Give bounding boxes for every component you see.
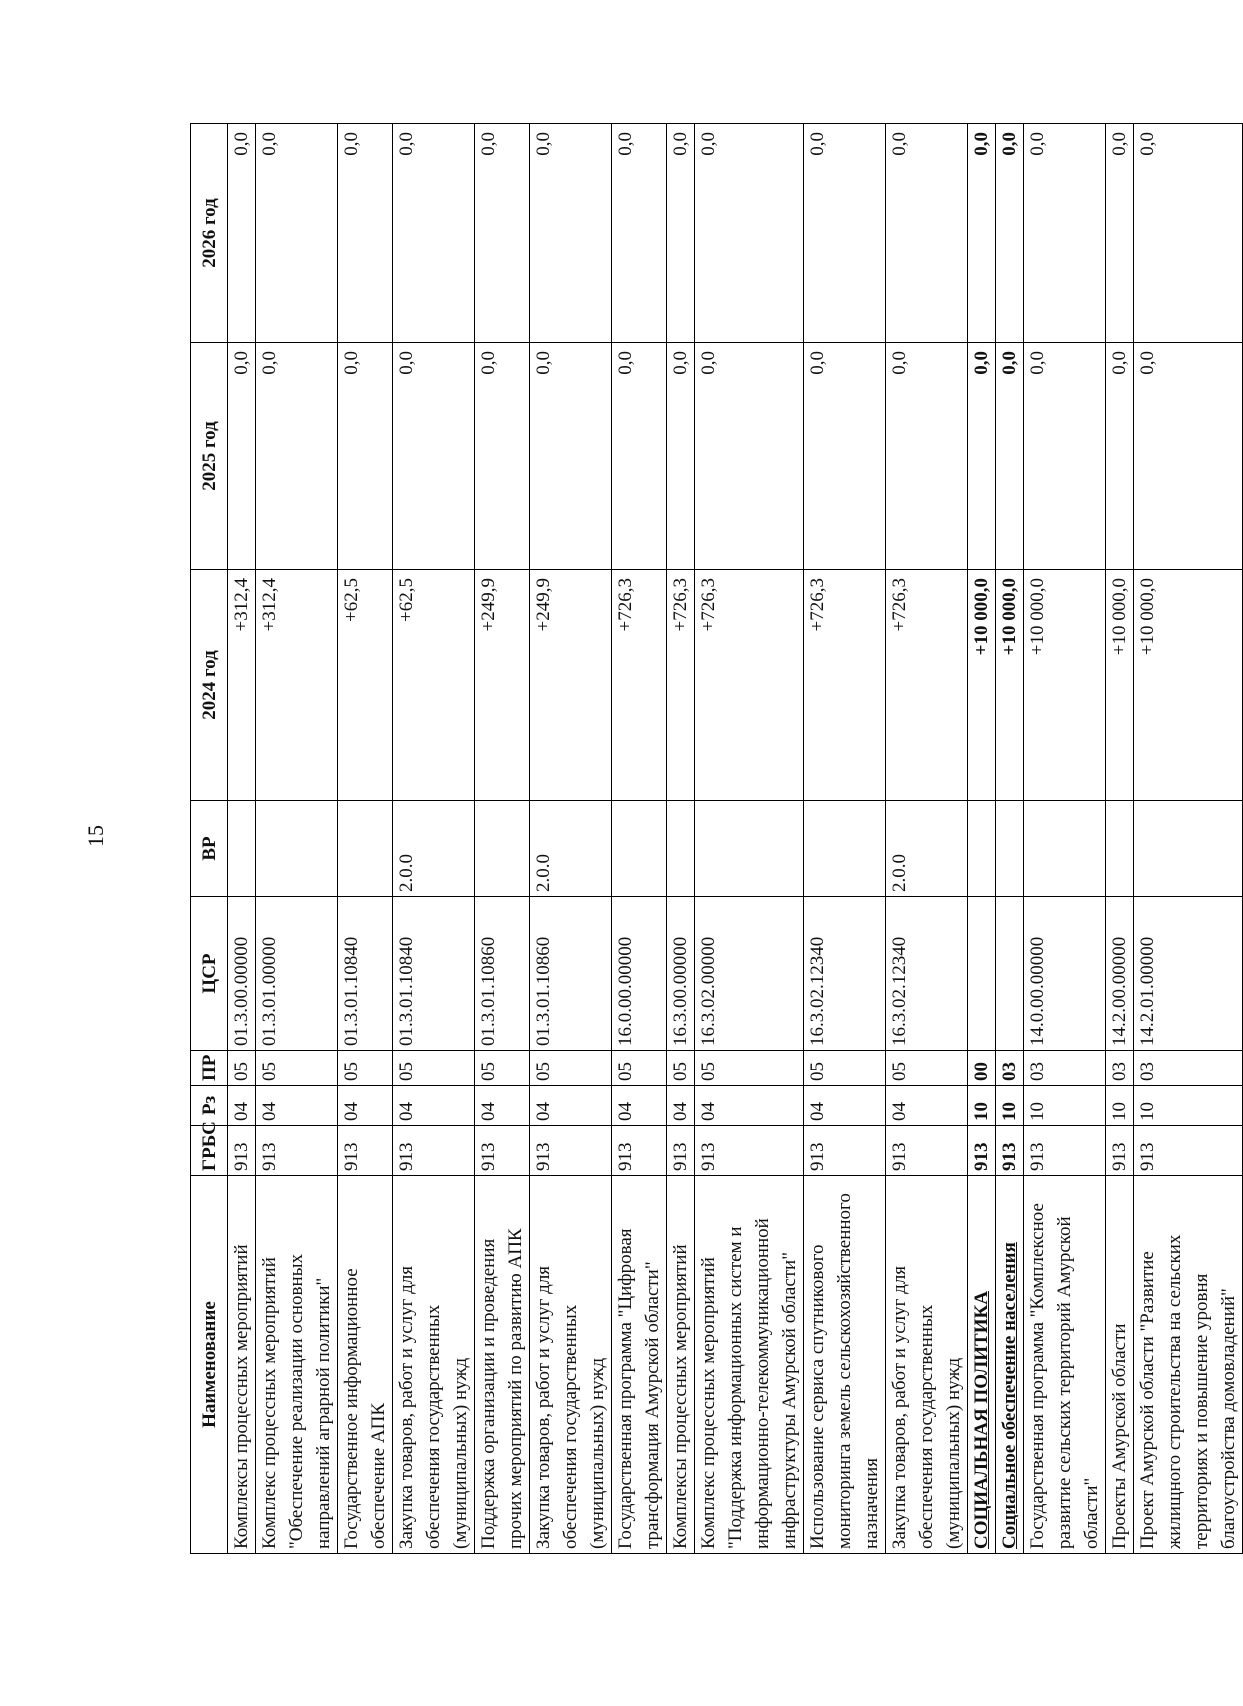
- row-vr: [256, 801, 338, 897]
- row-2026: 0,0: [393, 124, 475, 343]
- budget-table: [190, 123, 1243, 1554]
- header-grbs: ГРБС: [191, 1126, 228, 1176]
- row-2024: +726,3: [667, 570, 695, 801]
- row-pr: 05: [475, 1051, 530, 1086]
- row-rz: 04: [804, 1086, 886, 1126]
- row-name: Закупка товаров, работ и услуг для обеспечения государственных (муниципальных) нужд: [393, 1176, 475, 1554]
- table-row: [256, 124, 338, 1554]
- row-2026: 0,0: [804, 124, 886, 343]
- table-row: [530, 124, 612, 1554]
- row-rz: 10: [1106, 1086, 1134, 1126]
- row-grbs: 913: [886, 1126, 968, 1176]
- table-row: [695, 124, 804, 1554]
- row-2025: 0,0: [804, 343, 886, 570]
- row-name: Использование сервиса спутникового мониторинга земель сельскохозяйственного назначения: [804, 1176, 886, 1554]
- row-csr: 01.3.01.10860: [530, 897, 612, 1051]
- row-2025: 0,0: [695, 343, 804, 570]
- row-pr: 03: [1106, 1051, 1134, 1086]
- table-row: [667, 124, 695, 1554]
- row-rz: 10: [1024, 1086, 1106, 1126]
- row-rz: 04: [256, 1086, 338, 1126]
- row-grbs: 913: [530, 1126, 612, 1176]
- table-row: [475, 124, 530, 1554]
- table-row: [804, 124, 886, 1554]
- row-2025: 0,0: [228, 343, 256, 570]
- row-2026: 0,0: [968, 124, 996, 343]
- row-name: Государственная программа "Комплексное развитие сельских территорий Амурской области": [1024, 1176, 1106, 1554]
- row-vr: 2.0.0: [886, 801, 968, 897]
- row-2025: 0,0: [968, 343, 996, 570]
- row-2024: +726,3: [804, 570, 886, 801]
- row-vr: [996, 801, 1024, 897]
- table-row: [1134, 124, 1243, 1554]
- row-2026: 0,0: [1134, 124, 1243, 343]
- header-pr: ПР: [191, 1051, 228, 1086]
- row-csr: [996, 897, 1024, 1051]
- row-2025: 0,0: [475, 343, 530, 570]
- row-pr: 03: [1024, 1051, 1106, 1086]
- row-2026: 0,0: [256, 124, 338, 343]
- row-rz: 04: [393, 1086, 475, 1126]
- row-csr: 01.3.01.00000: [256, 897, 338, 1051]
- header-2025: 2025 год: [191, 343, 228, 570]
- row-2024: +726,3: [695, 570, 804, 801]
- row-2026: 0,0: [886, 124, 968, 343]
- row-pr: 03: [1134, 1051, 1243, 1086]
- row-csr: 14.0.00.00000: [1024, 897, 1106, 1051]
- row-2024: +249,9: [475, 570, 530, 801]
- row-csr: 01.3.01.10840: [338, 897, 393, 1051]
- row-csr: [968, 897, 996, 1051]
- row-name: Проект Амурской области "Развитие жилищного строительства на сельских территориях и повышение уровня благоустройства домовладений": [1134, 1176, 1243, 1554]
- row-2025: 0,0: [667, 343, 695, 570]
- row-vr: [228, 801, 256, 897]
- row-grbs: 913: [996, 1126, 1024, 1176]
- table-row: [968, 124, 996, 1554]
- table-row: [1106, 124, 1134, 1554]
- row-pr: 05: [228, 1051, 256, 1086]
- row-name: Государственное информационное обеспечение АПК: [338, 1176, 393, 1554]
- row-pr: 05: [256, 1051, 338, 1086]
- row-csr: 01.3.01.10860: [475, 897, 530, 1051]
- row-2026: 0,0: [612, 124, 667, 343]
- row-grbs: 913: [804, 1126, 886, 1176]
- row-2026: 0,0: [338, 124, 393, 343]
- header-2026: 2026 год: [191, 124, 228, 343]
- row-vr: [475, 801, 530, 897]
- row-name: Комплекс процессных мероприятий "Обеспечение реализации основных направлений аграрной политики": [256, 1176, 338, 1554]
- row-grbs: 913: [256, 1126, 338, 1176]
- row-pr: 03: [996, 1051, 1024, 1086]
- row-pr: 05: [804, 1051, 886, 1086]
- header-vr: ВР: [191, 801, 228, 897]
- row-grbs: 913: [1024, 1126, 1106, 1176]
- row-rz: 04: [475, 1086, 530, 1126]
- row-2026: 0,0: [1106, 124, 1134, 343]
- row-rz: 04: [612, 1086, 667, 1126]
- table-row: [996, 124, 1024, 1554]
- row-pr: 05: [530, 1051, 612, 1086]
- header-csr: ЦСР: [191, 897, 228, 1051]
- row-2026: 0,0: [475, 124, 530, 343]
- row-2024: +726,3: [612, 570, 667, 801]
- table-row: [338, 124, 393, 1554]
- row-2024: +62,5: [393, 570, 475, 801]
- row-name: Государственная программа "Цифровая трансформация Амурской области": [612, 1176, 667, 1554]
- row-csr: 16.3.02.12340: [886, 897, 968, 1051]
- row-2024: +10 000,0: [968, 570, 996, 801]
- table-body: [228, 124, 1243, 1554]
- row-pr: 05: [393, 1051, 475, 1086]
- table-row: [228, 124, 256, 1554]
- row-2025: 0,0: [1024, 343, 1106, 570]
- row-vr: [667, 801, 695, 897]
- row-grbs: 913: [228, 1126, 256, 1176]
- row-csr: 14.2.00.00000: [1106, 897, 1134, 1051]
- row-2024: +62,5: [338, 570, 393, 801]
- row-vr: [338, 801, 393, 897]
- row-2026: 0,0: [530, 124, 612, 343]
- row-2026: 0,0: [996, 124, 1024, 343]
- row-2024: +10 000,0: [1134, 570, 1243, 801]
- row-vr: [695, 801, 804, 897]
- row-rz: 04: [886, 1086, 968, 1126]
- row-2024: +10 000,0: [1024, 570, 1106, 801]
- row-2025: 0,0: [1134, 343, 1243, 570]
- row-2026: 0,0: [667, 124, 695, 343]
- table-row: [612, 124, 667, 1554]
- row-2026: 0,0: [695, 124, 804, 343]
- row-pr: 05: [338, 1051, 393, 1086]
- row-vr: [1134, 801, 1243, 897]
- row-vr: 2.0.0: [530, 801, 612, 897]
- row-name: Комплексы процессных мероприятий: [667, 1176, 695, 1554]
- row-csr: 01.3.01.10840: [393, 897, 475, 1051]
- row-name: Комплексы процессных мероприятий: [228, 1176, 256, 1554]
- row-grbs: 913: [338, 1126, 393, 1176]
- row-pr: 05: [612, 1051, 667, 1086]
- row-2025: 0,0: [612, 343, 667, 570]
- row-name: Комплекс процессных мероприятий "Поддержка информационных систем и информационно-телекоммуникационной инфраструктуры Амурской области": [695, 1176, 804, 1554]
- row-grbs: 913: [1106, 1126, 1134, 1176]
- row-vr: [1106, 801, 1134, 897]
- row-2025: 0,0: [256, 343, 338, 570]
- row-rz: 04: [667, 1086, 695, 1126]
- row-rz: 04: [695, 1086, 804, 1126]
- header-2024: 2024 год: [191, 570, 228, 801]
- row-rz: 04: [228, 1086, 256, 1126]
- row-grbs: 913: [475, 1126, 530, 1176]
- row-grbs: 913: [667, 1126, 695, 1176]
- row-2025: 0,0: [338, 343, 393, 570]
- row-name: Поддержка организации и проведения прочих мероприятий по развитию АПК: [475, 1176, 530, 1554]
- row-csr: 16.3.00.00000: [667, 897, 695, 1051]
- row-grbs: 913: [612, 1126, 667, 1176]
- row-grbs: 913: [695, 1126, 804, 1176]
- row-name: СОЦИАЛЬНАЯ ПОЛИТИКА: [968, 1176, 996, 1554]
- row-csr: 16.3.02.12340: [804, 897, 886, 1051]
- row-2024: +10 000,0: [996, 570, 1024, 801]
- row-name: Проекты Амурской области: [1106, 1176, 1134, 1554]
- row-rz: 04: [338, 1086, 393, 1126]
- table-header-row: [191, 124, 228, 1554]
- row-csr: 01.3.00.00000: [228, 897, 256, 1051]
- row-name: Закупка товаров, работ и услуг для обеспечения государственных (муниципальных) нужд: [886, 1176, 968, 1554]
- rotated-table-container: [190, 124, 1239, 1554]
- row-vr: [1024, 801, 1106, 897]
- row-pr: 05: [886, 1051, 968, 1086]
- row-2025: 0,0: [886, 343, 968, 570]
- header-rz: Рз: [191, 1086, 228, 1126]
- row-vr: 2.0.0: [393, 801, 475, 897]
- row-2026: 0,0: [1024, 124, 1106, 343]
- row-2026: 0,0: [228, 124, 256, 343]
- row-vr: [804, 801, 886, 897]
- row-2025: 0,0: [996, 343, 1024, 570]
- page-number: 15: [83, 825, 108, 847]
- row-csr: 16.3.02.00000: [695, 897, 804, 1051]
- row-2024: +726,3: [886, 570, 968, 801]
- row-vr: [968, 801, 996, 897]
- row-name: Закупка товаров, работ и услуг для обеспечения государственных (муниципальных) нужд: [530, 1176, 612, 1554]
- row-grbs: 913: [393, 1126, 475, 1176]
- row-pr: 00: [968, 1051, 996, 1086]
- row-rz: 04: [530, 1086, 612, 1126]
- row-vr: [612, 801, 667, 897]
- row-csr: 14.2.01.00000: [1134, 897, 1243, 1051]
- table-row: [393, 124, 475, 1554]
- row-rz: 10: [996, 1086, 1024, 1126]
- row-2025: 0,0: [393, 343, 475, 570]
- row-csr: 16.0.00.00000: [612, 897, 667, 1051]
- row-rz: 10: [1134, 1086, 1243, 1126]
- row-2025: 0,0: [1106, 343, 1134, 570]
- row-rz: 10: [968, 1086, 996, 1126]
- row-pr: 05: [667, 1051, 695, 1086]
- header-name: Наименование: [191, 1176, 228, 1554]
- row-name: Социальное обеспечение населения: [996, 1176, 1024, 1554]
- row-2025: 0,0: [530, 343, 612, 570]
- row-grbs: 913: [1134, 1126, 1243, 1176]
- row-pr: 05: [695, 1051, 804, 1086]
- row-2024: +249,9: [530, 570, 612, 801]
- table-row: [886, 124, 968, 1554]
- row-2024: +312,4: [256, 570, 338, 801]
- row-2024: +10 000,0: [1106, 570, 1134, 801]
- row-grbs: 913: [968, 1126, 996, 1176]
- table-row: [1024, 124, 1106, 1554]
- row-2024: +312,4: [228, 570, 256, 801]
